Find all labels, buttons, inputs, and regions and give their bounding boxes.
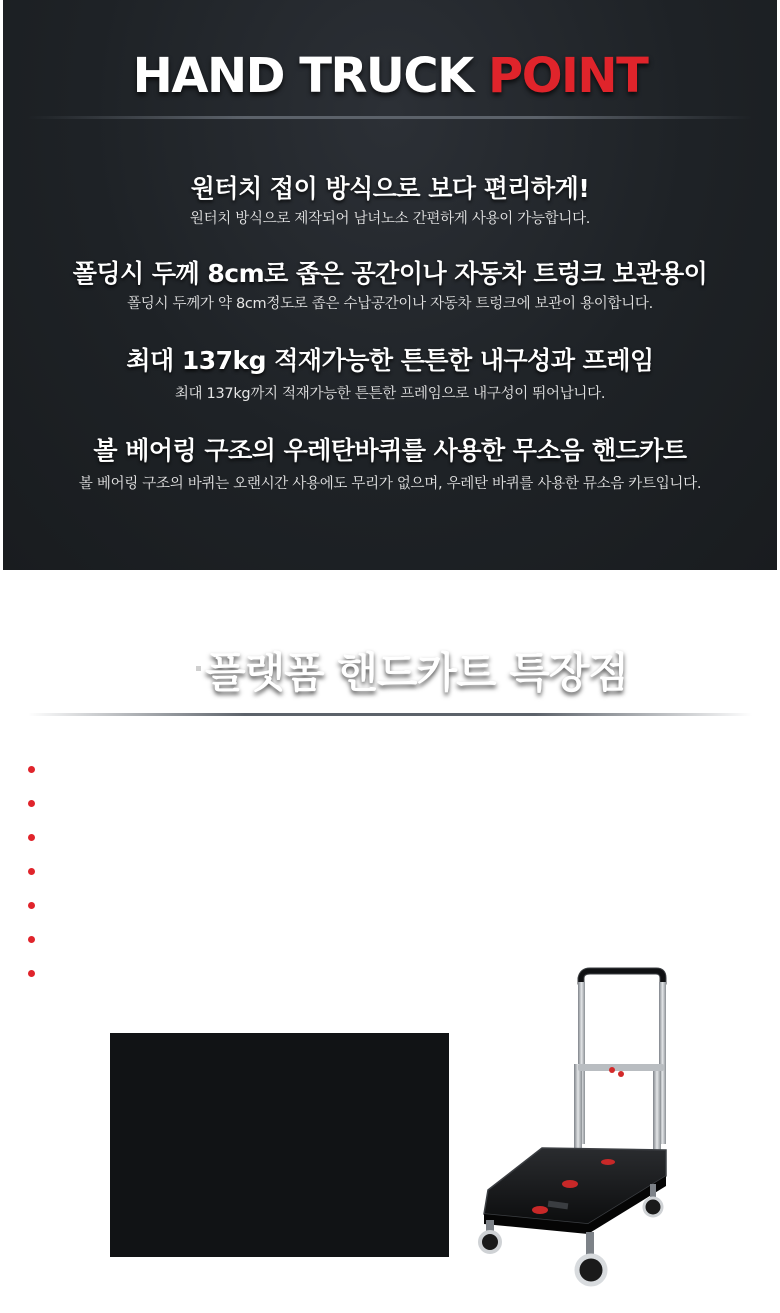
bullet-text: 최대 137kg의 중량까지 적재가 가능한 뛰어난 내구성의 적재함은 장기간 사용에도 변형이 적음 (42, 931, 642, 949)
main-title (3, 48, 777, 104)
hand-truck-point-panel (3, 0, 777, 570)
feature-title: 최대 137kg 적재가능한 튼튼한 내구성과 프레임 (126, 346, 654, 375)
red-bullet-icon (28, 902, 35, 909)
title-divider (28, 116, 752, 119)
feature-bullet (28, 927, 684, 961)
feature-title: 폴딩시 두께 8cm로 좁은 공간이나 자동차 트렁크 보관용이 (72, 259, 708, 288)
feature-bullet-list (28, 757, 684, 995)
feature-bullet (28, 791, 684, 825)
bullet-text: 폴딩시 약 8cm의 두께로 좁고 협소한 공간 및 트렁크에 적재하여 보관 및 이동하기에 편리함 (42, 829, 622, 847)
red-bullet-icon (28, 766, 35, 773)
feature-bullet (28, 893, 684, 927)
bullet-text: 적재함의 특유의 무늬와 미끄럼 방지 패킹장착은 적재물의 낙하를 방지하여 파손을 막아줌 (42, 897, 603, 915)
bullet-text: 베어링 구조의 우레탄 바퀴는 소음이 없으며, 쉽게 마모되지 않아 내구성이 뛰어남 (42, 863, 552, 881)
feature-description: 원터치 방식으로 제작되어 남녀노소 간편하게 사용이 가능합니다. (189, 211, 591, 227)
red-bullet-icon (28, 868, 35, 875)
hand-truck-icon (470, 962, 680, 1297)
title-bullet-mark (196, 666, 201, 671)
feature-bullet (28, 757, 684, 791)
section-title: 플랫폼 핸드카트 특장점 (205, 648, 628, 697)
feature-bullet (28, 825, 684, 859)
red-bullet-icon (28, 936, 35, 943)
image-placeholder (110, 1033, 449, 1257)
feature-description: 볼 베어링 구조의 바퀴는 오랜시간 사용에도 무리가 없으며, 우레탄 바퀴를 사용한 뮤소음 카트입니다. (78, 476, 702, 492)
main-title-text: HAND TRUCK (132, 48, 473, 104)
bullet-text: 뛰어난 마감처리로 매끄러운 조작이 가능하며 오작동이 적음 (42, 965, 417, 983)
red-bullet-icon (28, 970, 35, 977)
feature-title: 원터치 접이 방식으로 보다 편리하게! (190, 174, 590, 203)
bullet-text: 남녀노소 사용이 가능한 원터치 방식의 핸드카트로 캠핑 및 야외활동에 매우 용이 (42, 795, 547, 813)
red-bullet-icon (28, 834, 35, 841)
feature-title: 볼 베어링 구조의 우레탄바퀴를 사용한 무소음 핸드카트 (93, 436, 687, 465)
section-divider (28, 713, 752, 716)
feature-description: 폴딩시 두께가 약 8cm정도로 좁은 수납공간이나 자동차 트렁크에 보관이 용이합니다. (127, 296, 653, 312)
feature-bullet (28, 859, 684, 893)
red-bullet-icon (28, 800, 35, 807)
feature-description: 최대 137kg까지 적재가능한 튼튼한 프레임으로 내구성이 뛰어납니다. (174, 386, 606, 402)
main-title-accent: POINT (488, 48, 648, 104)
bullet-text: 안전, 건강, 환경 및 소비자보호와 관련해 EU 이사회 지침의 요구사항을 모두 만족한 믿을 수 있는 제품 (42, 761, 685, 779)
